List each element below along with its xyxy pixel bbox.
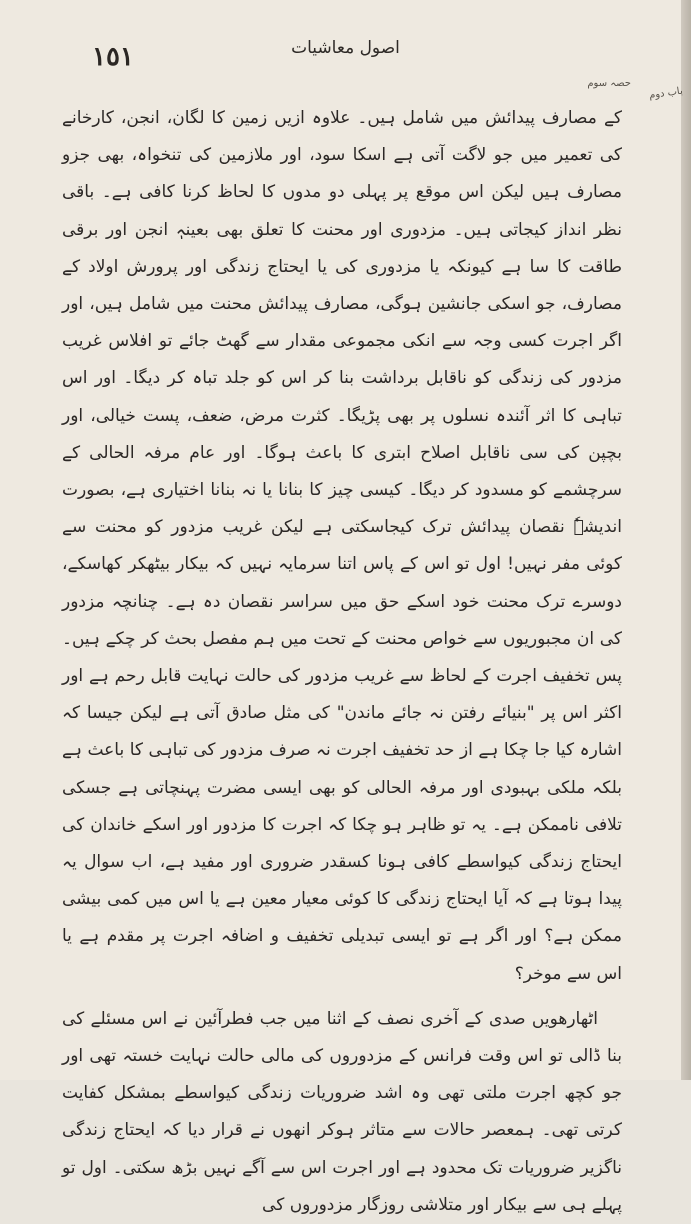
paragraph: کے مصارف پیدائش میں شامل ہیں۔ علاوہ ازیں زمین کا لگان، انجن، کارخانے کی تعمیر میں جو لاگت آتی ہے اسکا سود، اور ملازمین کی تنخواہ، بھی جزو مصارف ہیں لیکن اس موقع پر پہلی دو مدوں کا لحاظ کرنا کافی ہے۔ باقی نظر انداز کیجاتی ہیں۔ مزدوری اور محنت کا تعلق بھی بعینہٖ انجن اور برقی طاقت کا سا ہے کیونکہ یا مزدوری کی یا ایحتاج زندگی اور پرورش اولاد کے مصارف، جو اسکی جانشین ہوگی، مصارف پیدائش محنت میں شامل ہیں، اور اگر اجرت کسی وجہ سے انکی مجموعی مقدار سے گھٹ جائے تو افلاس غریب مزدور کی زندگی کو ناقابل برداشت بنا کر اس کو جلد تباہ کر دیگا۔ اور اس تباہی کا اثر آئندہ نسلوں پر بھی پڑیگا۔ کثرت مرض، ضعف، پست خیالی، اور بچپن کی سی ناقابل اصلاح ابتری کا باعث ہوگا۔ اور عام مرفہ الحالی کے سرچشمے کو مسدود کر دیگا۔ کیسی چیز کا بنانا یا نہ بنانا اختیاری ہے، بصورت اندیشہٗ نقصان پیدائش ترک کیجاسکتی ہے لیکن غریب مزدور کو محنت سے کوئی مفر نہیں! اول تو اس کے پاس اتنا سرمایہ نہیں کہ بیکار بیٹھکر کھاسکے، دوسرے ترک محنت خود اسکے حق میں سراسر نقصان دہ ہے۔ چنانچہ مزدور کی ان مجبوریوں سے خواص محنت کے تحت میں ہم مفصل بحث کر چکے ہیں۔ پس تخفیف اجرت کے لحاظ سے غریب مزدور کی حالت نہایت قابل رحم ہے اور اکثر اس پر "بنیائے رفتن نہ جائے ماندن" کی مثل صادق آتی ہے لیکن جیسا کہ اشارہ کیا جا چکا ہے از حد تخفیف اجرت نہ صرف مزدور کی تباہی کا باعث ہے بلکہ ملکی بہبودی اور مرفہ الحالی کو بھی ایسی مضرت پہنچاتی ہے جسکی تلافی ناممکن ہے۔ یہ تو ظاہر ہو چکا کہ اجرت کا مزدور اور اسکے خاندان کی ایحتاج زندگی کیواسطے کافی ہونا کسقدر ضروری اور مفید ہے، اب سوال یہ پیدا ہوتا ہے کہ آیا ایحتاج زندگی کا کوئی معیار معین ہے یا اس میں کمی بیشی ممکن ہے؟ اور اگر ہے تو ایسی تبدیلی تخفیف و اضافہ اجرت پر مقدم ہے یا اس سے موخر؟	[62, 108, 622, 984]
paragraph: اٹھارھویں صدی کے آخری نصف کے اثنا میں جب فطرآئین نے اس مسئلے کی بنا ڈالی تو اس وقت فرانس کے مزدوروں کی مالی حالت نہایت خستہ تھی اور جو کچھ اجرت ملتی تھی وہ اشد ضروریات زندگی کیواسطے بمشکل کفایت کرتی تھی۔ ہمعصر حالات سے متاثر ہوکر انھوں نے قرار دیا کہ ایحتاج زندگی ناگزیر ضروریات تک محدود ہے اور اجرت اس سے آگے نہیں بڑھ سکتی۔ اول تو پہلے ہی سے بیکار اور متلاشی روزگار مزدوروں کی	[62, 1008, 622, 1215]
margin-note-part: حصہ سوم	[587, 78, 631, 89]
page-edge	[681, 0, 691, 1080]
body-text	[62, 100, 622, 1224]
margin-note-chapter: باب دوم	[648, 85, 684, 102]
page-number: ١٥١	[92, 42, 134, 72]
page-header	[0, 30, 691, 70]
running-title: اصول معاشیات	[291, 38, 400, 58]
